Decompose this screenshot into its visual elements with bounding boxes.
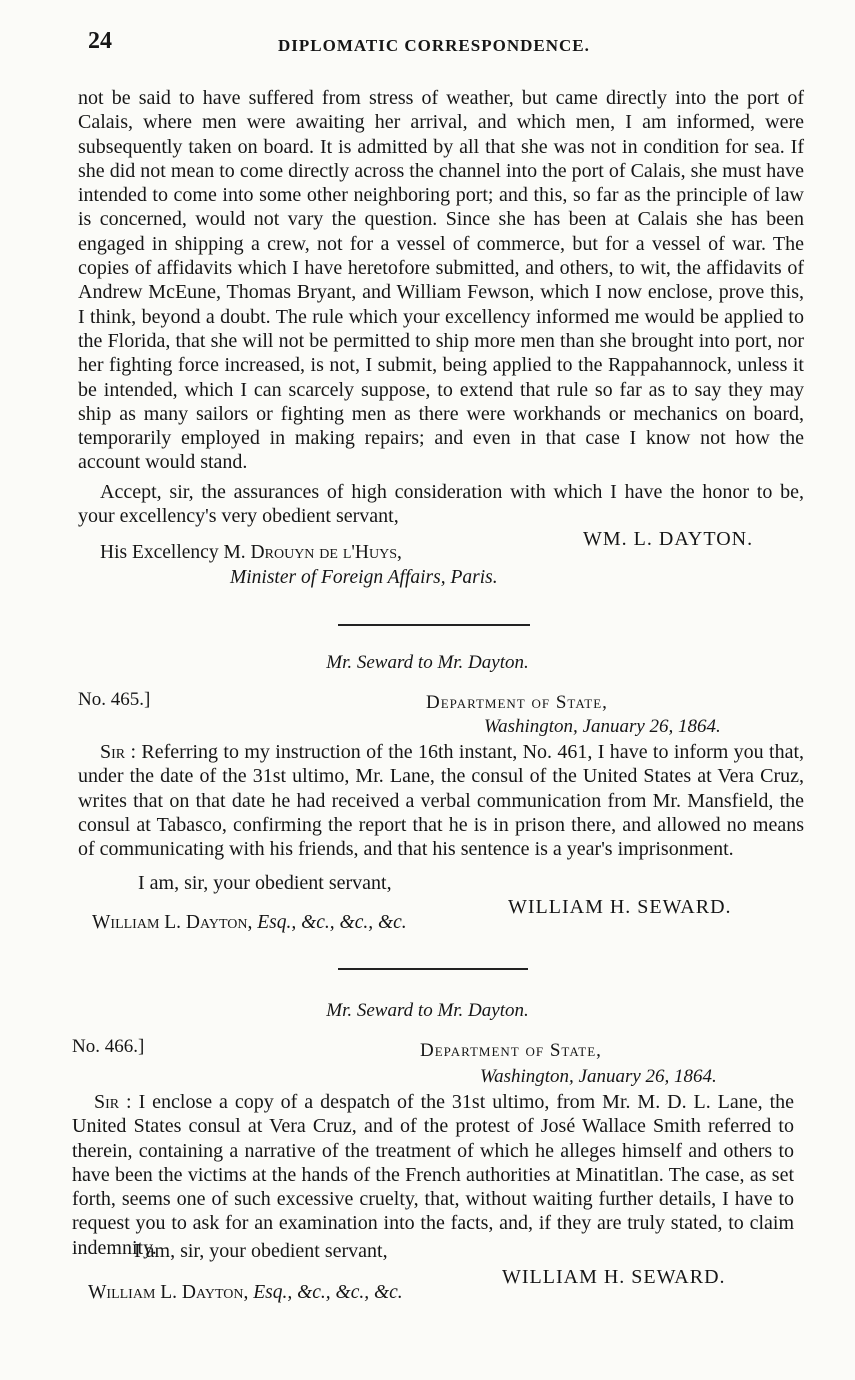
letter2-department: Department of State, [426, 692, 608, 713]
letter2-closing: I am, sir, your obedient servant, [138, 872, 392, 894]
running-header [88, 28, 808, 64]
letter2-addressee-suffix: Esq., &c., &c., &c. [252, 912, 407, 933]
letter3-signature: WILLIAM H. SEWARD. [502, 1266, 726, 1288]
letter3-body: I enclose a copy of a despatch of the 31st ultimo, from Mr. M. D. L. Lane, the United States consul at Vera Cruz, and of the protest of José Wallace Smith referred to therein, containing a narrative of the treatment of which he alleges himself and others to have been the victims at the hands of the French authorities at Minatitlan. The case, as set forth, seems one of such excessive cruelty, that, without waiting further details, I have to request you to ask for an examination into the facts, and, if they are truly stated, to claim indemnity. [72, 1091, 795, 1259]
letter3-addressee-suffix: Esq., &c., &c., &c. [248, 1282, 403, 1303]
letter1-addressee-prefix: His Excellency M. [100, 542, 251, 563]
letter3-addressee-name: William L. Dayton, [88, 1282, 249, 1303]
letter2-addressee [92, 912, 407, 934]
letter3-number: No. 466.] [72, 1036, 145, 1057]
letter2-number: No. 465.] [78, 689, 151, 710]
letter2-dateline [484, 716, 721, 738]
letter3-salutation: Sir : [94, 1091, 132, 1113]
running-title: DIPLOMATIC CORRESPONDENCE. [278, 36, 590, 55]
letter3-body-paragraph [72, 1090, 794, 1260]
letter3-place-date: Washington, January 26, 1864. [480, 1066, 717, 1087]
letter1-addressee-name: Drouyn de l'Huys, [250, 542, 402, 563]
letter2-heading: Mr. Seward to Mr. Dayton. [326, 652, 529, 673]
section-divider-2 [338, 968, 528, 970]
letter2-place-date: Washington, January 26, 1864. [484, 716, 721, 737]
letter3-addressee [88, 1282, 403, 1304]
letter3-heading: Mr. Seward to Mr. Dayton. [326, 1000, 529, 1021]
letter2-body-paragraph [78, 740, 804, 861]
letter1-addressee [100, 542, 402, 564]
section-divider [338, 624, 530, 626]
page-number: 24 [88, 28, 112, 54]
letter1-closing: Accept, sir, the assurances of high consideration with which I have the honor to be, your excellency's very obedient servant, [78, 481, 804, 528]
letter3-closing: I am, sir, your obedient servant, [134, 1240, 388, 1262]
letter2-signature: WILLIAM H. SEWARD. [508, 896, 732, 918]
letter2-salutation: Sir : [100, 741, 137, 763]
letter3-dateline [480, 1066, 717, 1088]
letter1-addressee-title: Minister of Foreign Affairs, Paris. [230, 567, 498, 588]
letter1-signature: WM. L. DAYTON. [583, 528, 754, 550]
letter2-body: Referring to my instruction of the 16th instant, No. 461, I have to inform you that, under the date of the 31st ultimo, Mr. Lane, the consul of the United States at Vera Cruz, writes that on that date he had received a verbal communication from Mr. Mansfield, the consul at Tabasco, confirming the report that he is in prison there, and allowed no means of communicating with his friends, and that his sentence is a year's imprisonment. [78, 741, 805, 861]
letter3-department: Department of State, [420, 1040, 602, 1061]
letter2-addressee-name: William L. Dayton, [92, 912, 253, 933]
letter1-body: not be said to have suffered from stress of weather, but came directly into the port of Calais, where men were awaiting her arrival, and which men, I am informed, were subsequently taken on board. It is admitted by all that she was not in condition for sea. If she did not mean to come directly across the channel into the port of Calais, she must have intended to come into some other neighboring port; and this, so far as the principle of law is concerned, would not vary the question. Since she has been at Calais she has been engaged in shipping a crew, not for a vessel of commerce, but for a vessel of war. The copies of affidavits which I have heretofore submitted, and others, to wit, the affidavits of Andrew McEune, Thomas Bryant, and William Fewson, which I now enclose, prove this, I think, beyond a doubt. The rule which your excellency informed me would be applied to the Florida, that she will not be permitted to ship more men than she brought into port, nor her fighting force increased, is not, I submit, being applied to the Rappahannock, unless it be intended, which I can scarcely suppose, to extend that rule so far as to say they may ship as many sailors or fighting men as there were workhands or mechanics on board, temporarily employed in making repairs; and even in that case I know not how the account would stand. [78, 87, 804, 474]
